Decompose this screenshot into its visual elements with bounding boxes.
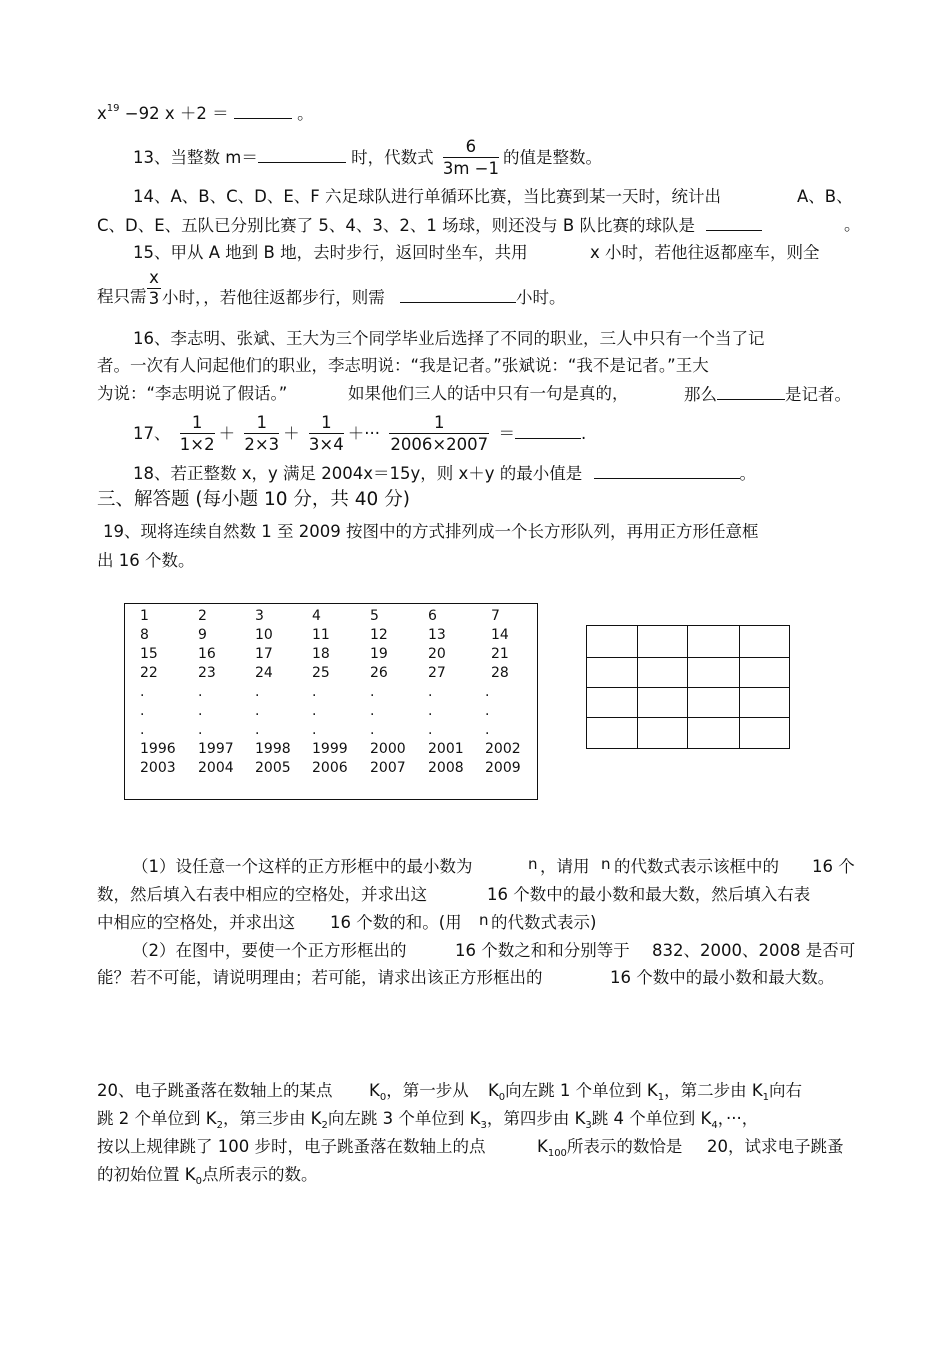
- grid-line-h1: [587, 657, 789, 658]
- table-cell: 13: [428, 627, 446, 643]
- table-cell: .: [255, 703, 260, 719]
- table-cell: 2001: [428, 741, 464, 757]
- table-cell: 8: [140, 627, 149, 643]
- q20-line2: [97, 1108, 758, 1133]
- q19-p1-text2: 数，然后填入右表中相应的空格处，并求出这: [97, 885, 427, 904]
- table-cell: 24: [255, 665, 273, 681]
- table-cell: 5: [370, 608, 379, 624]
- table-cell: .: [370, 722, 375, 738]
- q20-text2a: 跳 2 个单位到 K: [97, 1109, 217, 1128]
- q13-fraction: [443, 137, 499, 180]
- q19-p2-text1: （2）在图中，要使一个正方形框出的: [132, 941, 407, 960]
- table-cell: 26: [370, 665, 388, 681]
- q19-p1-n3: n: [479, 911, 489, 929]
- table-cell: 16: [198, 646, 216, 662]
- q12-line: [97, 102, 314, 128]
- table-cell: 1997: [198, 741, 234, 757]
- q19-p1-n2: n: [601, 855, 611, 873]
- table-cell: 27: [428, 665, 446, 681]
- table-cell: 19: [370, 646, 388, 662]
- q14-text2-end: 。: [844, 215, 861, 234]
- q17-fraction-3: [309, 413, 344, 456]
- q13-answer-blank[interactable]: [258, 146, 346, 163]
- q19-p2-text2: 能？若不可能，请说明理由；若可能，请求出该正方形框出的: [97, 968, 543, 987]
- table-cell: 9: [198, 627, 207, 643]
- q19-p1-n1: n: [528, 855, 538, 873]
- q19-p1-text3b: 16 个数的和。(用: [330, 913, 462, 932]
- q20-sub0-a: 0: [379, 1092, 387, 1103]
- q20-text4b: 点所表示的数。: [201, 1165, 318, 1184]
- q20-text3a: 按以上规律跳了 100 步时，电子跳蚤落在数轴上的点: [97, 1137, 486, 1156]
- q20-text2c: 向左跳 3 个单位到 K: [327, 1109, 481, 1128]
- grid-line-h3: [587, 717, 789, 718]
- q20-text2d: ，第四步由 K: [486, 1109, 586, 1128]
- table-cell: 7: [491, 608, 500, 624]
- q20-text2e: 跳 4 个单位到 K: [591, 1109, 712, 1128]
- table-cell: .: [312, 722, 317, 738]
- q17-num-4: 1: [389, 413, 489, 434]
- table-cell: .: [485, 684, 490, 700]
- q17-plus-1: ＋: [218, 424, 236, 443]
- q12-end: 。: [297, 104, 314, 123]
- q19-text2: 出 16 个数。: [97, 551, 195, 570]
- q20-sub0-c: 0: [195, 1176, 202, 1187]
- q12-answer-blank[interactable]: [234, 102, 292, 119]
- q15-text2b: 小时，，若他往返都步行，则需: [162, 288, 385, 307]
- q17-line: [133, 410, 586, 458]
- q17-fraction-4: [389, 413, 489, 456]
- q17-num-1: 1: [180, 413, 215, 434]
- q17-den-4: 2006×2007: [390, 435, 489, 454]
- empty-4x4-grid: [586, 625, 790, 749]
- q13-text-b: 时，代数式: [351, 148, 434, 167]
- q20-sub1-a: 1: [657, 1092, 665, 1103]
- q20-k100: K: [537, 1137, 548, 1156]
- q20-line1: [97, 1080, 333, 1102]
- table-cell: .: [255, 722, 260, 738]
- q20-text1f: ，第二步由 K: [664, 1081, 763, 1100]
- table-cell: 3: [255, 608, 264, 624]
- q18-answer-blank[interactable]: [594, 462, 740, 479]
- q14-line2: [97, 214, 762, 237]
- q20-text4a: 的初始位置 K: [97, 1165, 196, 1184]
- table-cell: 2000: [370, 741, 406, 757]
- table-cell: .: [312, 703, 317, 719]
- q16-line3c: [684, 383, 851, 406]
- q12-exp: 19: [106, 103, 120, 114]
- table-cell: .: [198, 684, 203, 700]
- q13-numerator: 6: [443, 137, 499, 158]
- q20-sub0-b: 0: [498, 1092, 506, 1103]
- q15-line2: [97, 286, 147, 308]
- q14-answer-blank[interactable]: [706, 214, 762, 231]
- q15-line2b: [162, 286, 566, 309]
- q13-denominator: 3m −1: [442, 159, 499, 178]
- q13-line: [133, 136, 602, 180]
- q14-text2: C、D、E、五队已分别比赛了 5、4、3、2、1 场球，则还没与 B 队比赛的球队是: [97, 216, 695, 235]
- section-3-heading: 三、解答题 (每小题 10 分，共 40 分): [97, 489, 410, 510]
- q14-text1-end: A、B、: [797, 187, 853, 206]
- table-cell: .: [428, 703, 433, 719]
- q12-x: x: [97, 104, 107, 123]
- q20-line1b: [369, 1080, 802, 1105]
- table-cell: .: [428, 722, 433, 738]
- q19-p2-text1c: 832、2000、2008 是否可: [652, 941, 856, 960]
- q15-text2a: 程只需: [97, 287, 147, 306]
- table-cell: 2007: [370, 760, 406, 776]
- q20-sub100: 100: [547, 1148, 567, 1159]
- table-cell: .: [198, 703, 203, 719]
- table-cell: 17: [255, 646, 273, 662]
- table-cell: .: [140, 703, 145, 719]
- table-cell: .: [485, 722, 490, 738]
- q20-line4: [97, 1164, 317, 1189]
- q12-expr: −92 x ＋2 ＝: [124, 104, 229, 123]
- q20-line3b: [537, 1136, 682, 1161]
- q18-text: 18、若正整数 x，y 满足 2004x＝15y，则 x＋y 的最小值是: [133, 464, 583, 483]
- q17-fraction-1: [180, 413, 215, 456]
- table-cell: 2009: [485, 760, 521, 776]
- table-cell: 18: [312, 646, 330, 662]
- q20-text2b: ，第三步由 K: [222, 1109, 322, 1128]
- q20-sub4: 4: [711, 1120, 718, 1131]
- q17-equals: ＝: [498, 424, 515, 443]
- table-cell: 20: [428, 646, 446, 662]
- q16-text3a: 为说：“李志明说了假话。”: [97, 384, 288, 403]
- q15-text2c: 小时。: [516, 288, 566, 307]
- q17-den-1: 1×2: [179, 435, 215, 454]
- table-cell: 2008: [428, 760, 464, 776]
- q20-sub3-a: 3: [480, 1120, 487, 1131]
- q20-sub1-b: 1: [762, 1092, 770, 1103]
- table-cell: 6: [428, 608, 437, 624]
- q17-plus-2: ＋: [283, 424, 300, 443]
- table-cell: 2: [198, 608, 207, 624]
- table-cell: 21: [491, 646, 509, 662]
- table-cell: 1996: [140, 741, 176, 757]
- q20-sub3-b: 3: [585, 1120, 592, 1131]
- table-cell: 2005: [255, 760, 291, 776]
- q18-end: 。: [739, 464, 757, 483]
- table-cell: .: [140, 722, 145, 738]
- table-cell: 2004: [198, 760, 234, 776]
- q15-text1-mid: x 小时，若他往返都座车，则全: [590, 243, 820, 262]
- table-cell: 28: [491, 665, 509, 681]
- q17-den-2: 2×3: [244, 435, 280, 454]
- q17-ellipsis: ＋···: [347, 424, 380, 443]
- q20-sub2-a: 2: [216, 1120, 223, 1131]
- table-cell: 23: [198, 665, 216, 681]
- q16-text1: 16、李志明、张斌、王大为三个同学毕业后选择了不同的职业，三人中只有一个当了记: [133, 329, 765, 348]
- q20-text2f: ，···，: [717, 1109, 759, 1128]
- q17-end: .: [580, 424, 587, 443]
- q20-sub2-b: 2: [321, 1120, 328, 1131]
- q20-k0-a: K: [369, 1081, 380, 1100]
- q17-answer-blank[interactable]: [515, 422, 581, 439]
- q15-numerator: x: [147, 268, 161, 289]
- q17-label: 17、: [133, 424, 171, 443]
- q15-text1: 15、甲从 A 地到 B 地，去时步行，返回时坐车，共用: [133, 243, 528, 262]
- q17-num-3: 1: [309, 413, 344, 434]
- q19-p1-text1b: ，请用: [540, 857, 590, 876]
- table-cell: .: [255, 684, 260, 700]
- table-cell: 2003: [140, 760, 176, 776]
- q19-p2-text2b: 16 个数中的最小数和最大数。: [610, 968, 835, 987]
- q16-text3c: 那么: [684, 385, 717, 404]
- q20-text1a: 20、电子跳蚤落在数轴上的某点: [97, 1081, 333, 1100]
- number-arrangement-table: [124, 603, 538, 800]
- q20-text3d: 20，试求电子跳蚤: [707, 1137, 844, 1156]
- table-cell: 1: [140, 608, 149, 624]
- table-cell: .: [198, 722, 203, 738]
- q13-text-c: 的值是整数。: [502, 148, 602, 167]
- q19-text1: 19、现将连续自然数 1 至 2009 按图中的方式排列成一个长方形队列，再用正方形任意框: [103, 522, 759, 541]
- q19-p1-text1e: 16 个: [812, 857, 855, 876]
- q18-line: [133, 462, 756, 485]
- q15-denominator: 3: [148, 289, 160, 308]
- q13-text-a: 13、当整数 m＝: [133, 148, 258, 167]
- table-cell: 14: [491, 627, 509, 643]
- q15-fraction: [147, 268, 161, 309]
- table-cell: .: [428, 684, 433, 700]
- q19-p1-text1a: （1）设任意一个这样的正方形框中的最小数为: [132, 857, 473, 876]
- table-cell: 1998: [255, 741, 291, 757]
- table-cell: 15: [140, 646, 158, 662]
- q14-text1: 14、A、B、C、D、E、F 六足球队进行单循环比赛，当比赛到某一天时，统计出: [133, 187, 721, 206]
- q17-den-3: 3×4: [308, 435, 344, 454]
- q16-text3d: 是记者。: [785, 385, 851, 404]
- table-cell: 2002: [485, 741, 521, 757]
- q19-p1-text3: 中相应的空格处，并求出这: [97, 913, 295, 932]
- grid-line-h2: [587, 687, 789, 688]
- q17-num-2: 1: [244, 413, 279, 434]
- q19-p1-text3d: 的代数式表示): [491, 913, 597, 932]
- table-cell: 11: [312, 627, 330, 643]
- table-cell: .: [312, 684, 317, 700]
- q20-line3: [97, 1136, 485, 1158]
- q20-text1e: 向左跳 1 个单位到 K: [505, 1081, 658, 1100]
- q19-p1-text1d: 的代数式表示该框中的: [614, 857, 779, 876]
- table-cell: 1999: [312, 741, 348, 757]
- table-cell: 22: [140, 665, 158, 681]
- q16-answer-blank[interactable]: [717, 383, 785, 400]
- q16-text2: 者。一次有人问起他们的职业，李志明说：“我是记者。”张斌说：“我不是记者。”王大: [97, 356, 709, 375]
- q19-p1-text2b: 16 个数中的最小数和最大数，然后填入右表: [487, 885, 811, 904]
- q16-text3b: 如果他们三人的话中只有一句是真的，: [348, 384, 629, 403]
- q17-fraction-2: [244, 413, 279, 456]
- table-cell: 4: [312, 608, 321, 624]
- q20-text3c: 所表示的数恰是: [566, 1137, 683, 1156]
- table-cell: 25: [312, 665, 330, 681]
- q15-answer-blank[interactable]: [400, 286, 516, 303]
- table-cell: .: [370, 703, 375, 719]
- table-cell: .: [370, 684, 375, 700]
- table-cell: .: [140, 684, 145, 700]
- table-cell: 2006: [312, 760, 348, 776]
- q20-text1g: 向右: [769, 1081, 803, 1100]
- table-cell: 10: [255, 627, 273, 643]
- table-cell: .: [485, 703, 490, 719]
- q19-p2-text1b: 16 个数之和和分别等于: [455, 941, 630, 960]
- q14-line1: [133, 186, 721, 208]
- table-cell: 12: [370, 627, 388, 643]
- q20-k0-b: K: [487, 1081, 499, 1100]
- q20-text1c: ，第一步从: [386, 1081, 469, 1100]
